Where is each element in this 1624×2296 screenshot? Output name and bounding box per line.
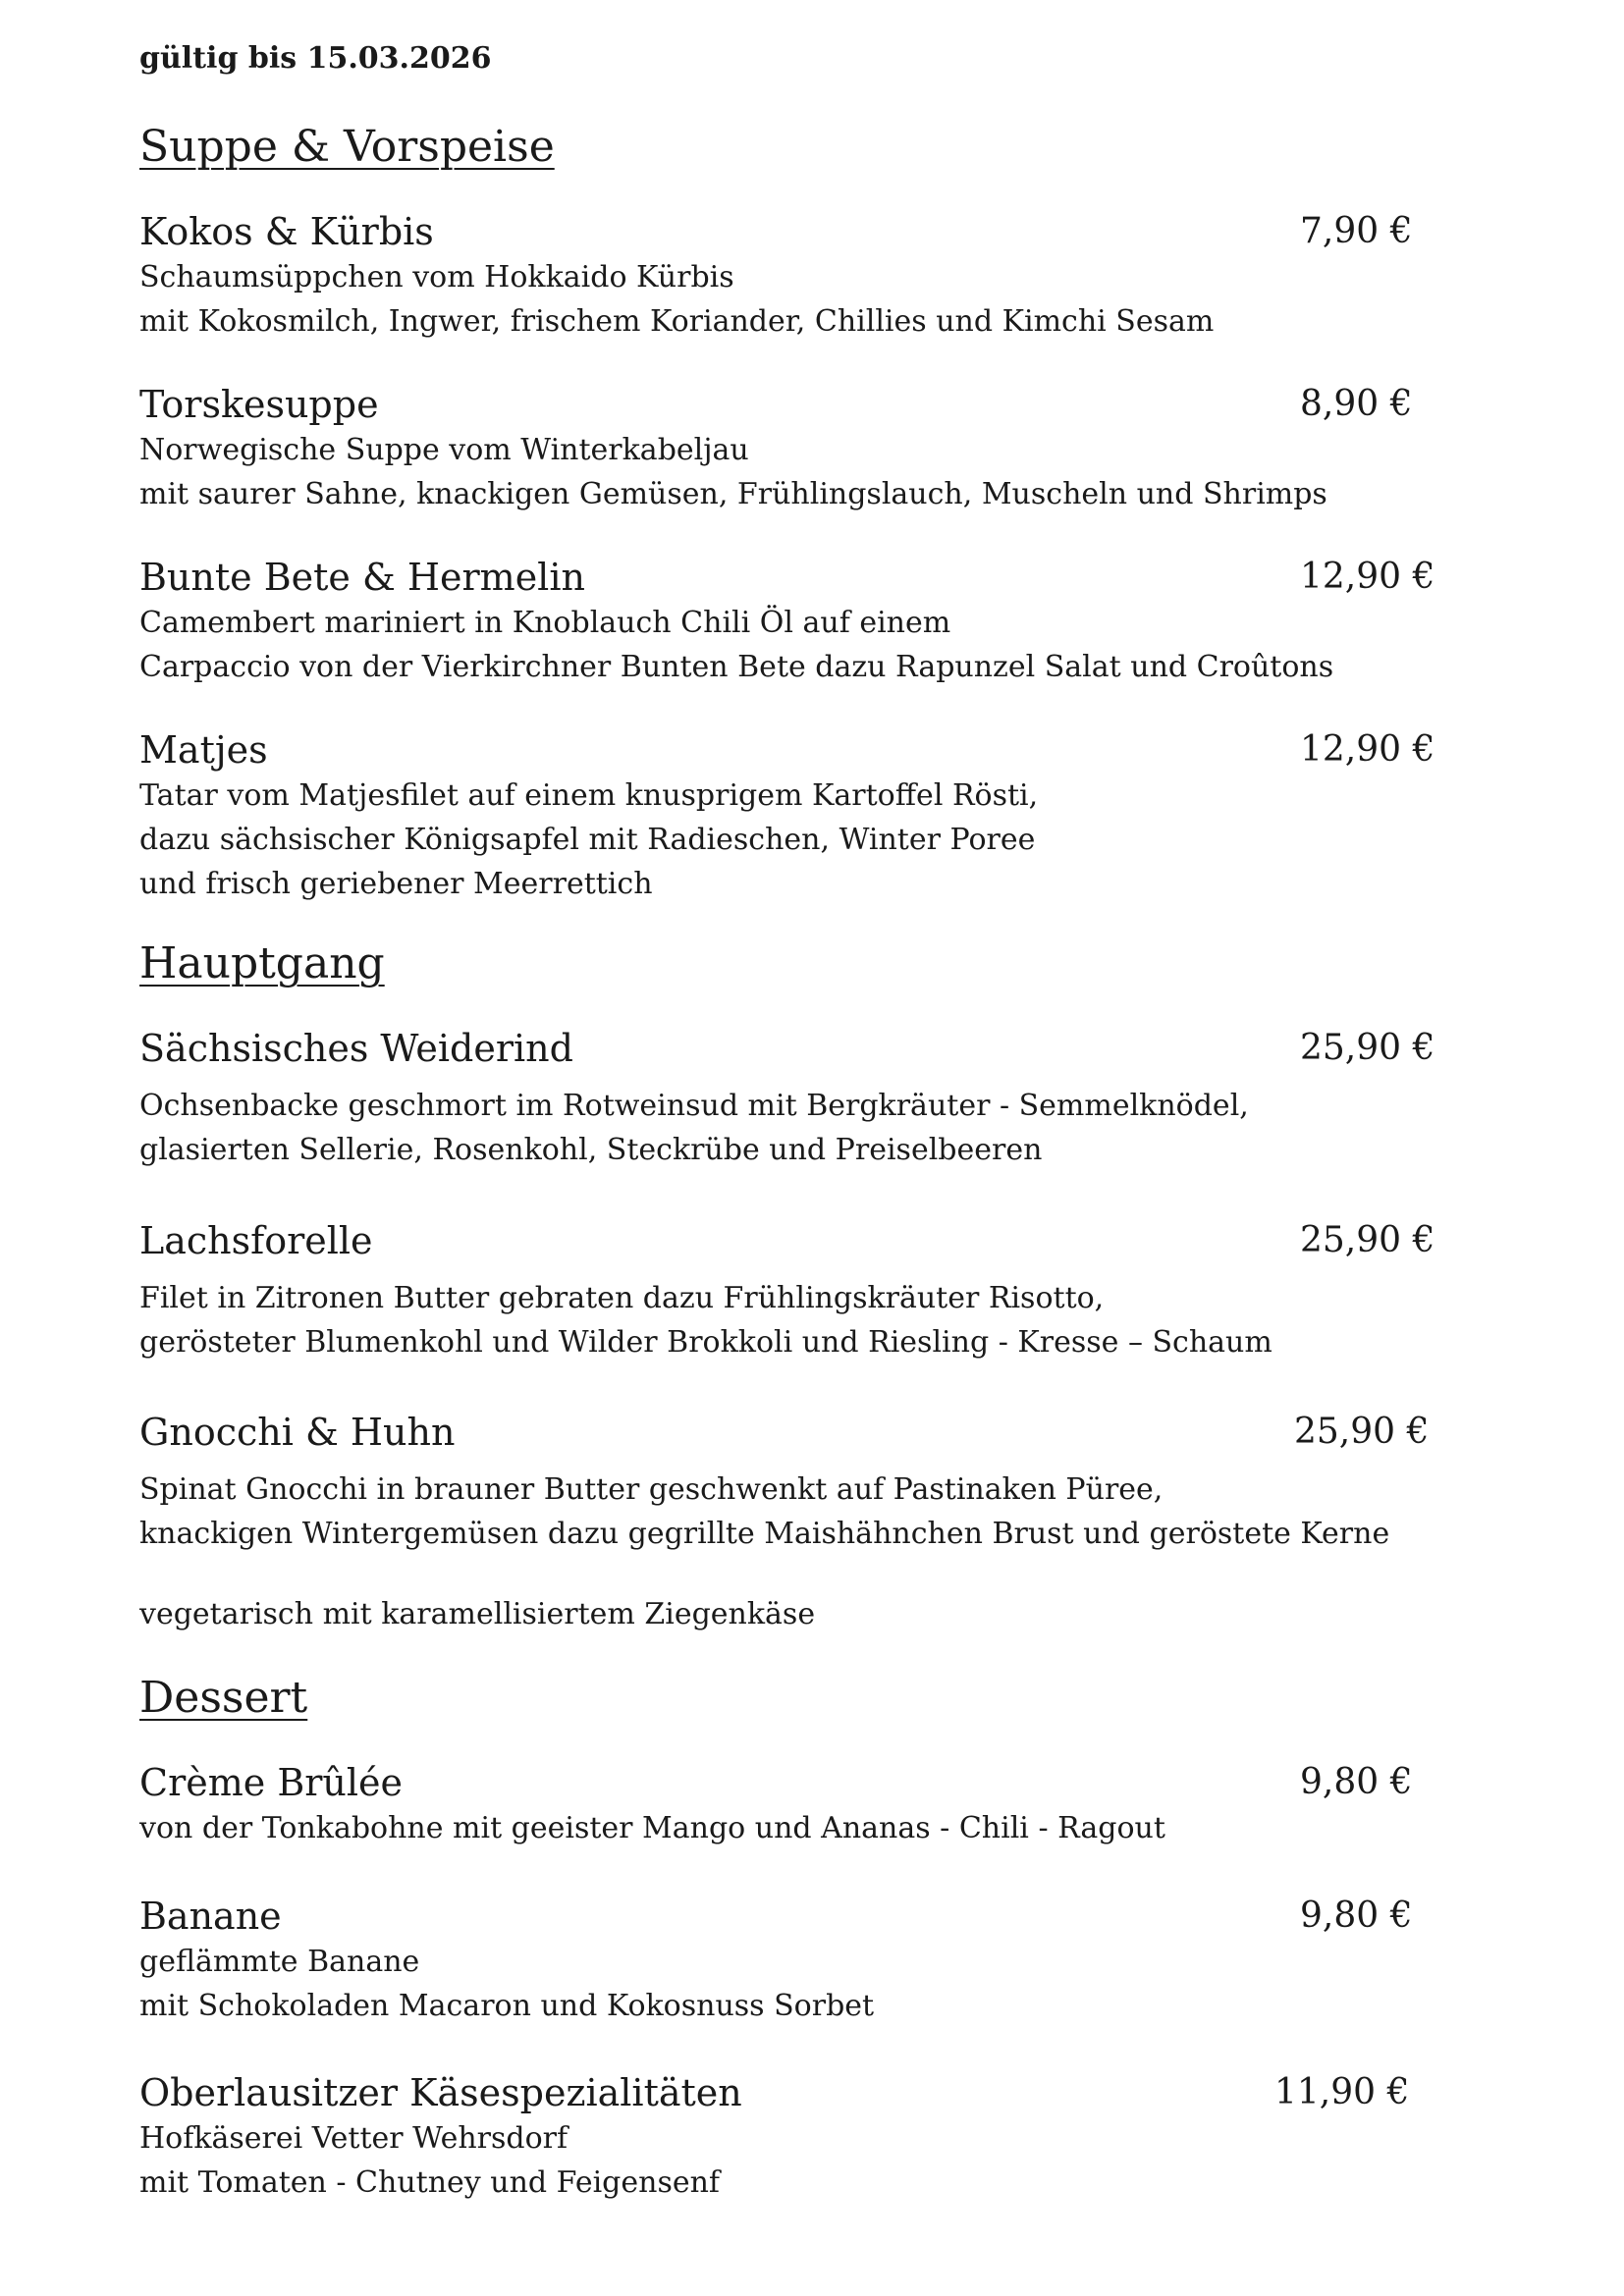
item-name: Oberlausitzer Käsespezialitäten xyxy=(139,2071,742,2114)
item-desc-line: und frisch geriebener Meerrettich xyxy=(139,867,653,901)
menu-item xyxy=(139,1025,1435,1172)
menu-item xyxy=(139,554,1435,689)
menu-item xyxy=(139,208,1416,344)
menu-item xyxy=(139,1893,1416,2028)
menu-item xyxy=(139,1409,1430,1556)
item-price: 9,80 € xyxy=(1300,1762,1413,1802)
validity-note: gültig bis 15.03.2026 xyxy=(139,41,492,76)
menu-item xyxy=(139,1217,1435,1364)
section-title-vorspeise: Suppe & Vorspeise xyxy=(139,122,555,172)
menu-item xyxy=(139,1759,1416,1850)
menu-item xyxy=(139,2069,1416,2205)
item-desc-line: Spinat Gnocchi in brauner Butter geschwenkt auf Pastinaken Püree, xyxy=(139,1472,1164,1507)
section-title-hauptgang: Hauptgang xyxy=(139,938,385,988)
item-price: 25,90 € xyxy=(1300,1028,1435,1068)
item-name: Lachsforelle xyxy=(139,1219,373,1262)
item-desc-line: Hofkäserei Vetter Wehrsdorf xyxy=(139,2121,568,2156)
item-desc-line: mit Tomaten - Chutney und Feigensenf xyxy=(139,2165,721,2200)
item-desc-line: knackigen Wintergemüsen dazu gegrillte Maishähnchen Brust und geröstete Kerne xyxy=(139,1517,1390,1551)
item-desc-line: Ochsenbacke geschmort im Rotweinsud mit Bergkräuter - Semmelknödel, xyxy=(139,1089,1249,1123)
item-name: Sächsisches Weiderind xyxy=(139,1027,573,1070)
item-name: Torskesuppe xyxy=(139,383,379,426)
item-price: 25,90 € xyxy=(1294,1412,1430,1452)
item-name: Bunte Bete & Hermelin xyxy=(139,556,585,599)
item-price: 25,90 € xyxy=(1300,1220,1435,1260)
item-name: Kokos & Kürbis xyxy=(139,210,434,253)
item-desc-line: Filet in Zitronen Butter gebraten dazu Frühlingskräuter Risotto, xyxy=(139,1281,1105,1315)
menu-item xyxy=(139,726,1435,906)
item-desc-line: Camembert mariniert in Knoblauch Chili Öl auf einem xyxy=(139,606,951,640)
item-desc-line: geflämmte Banane xyxy=(139,1945,420,1979)
item-price: 12,90 € xyxy=(1300,729,1435,770)
item-price: 9,80 € xyxy=(1300,1896,1413,1936)
menu-item xyxy=(139,381,1416,516)
item-desc-line: gerösteter Blumenkohl und Wilder Brokkoli und Riesling - Kresse – Schaum xyxy=(139,1325,1272,1360)
item-name: Banane xyxy=(139,1895,282,1938)
item-desc-line: mit Schokoladen Macaron und Kokosnuss Sorbet xyxy=(139,1989,875,2023)
item-price: 7,90 € xyxy=(1300,211,1413,251)
item-name: Gnocchi & Huhn xyxy=(139,1411,456,1454)
item-price: 11,90 € xyxy=(1274,2072,1410,2112)
item-desc-line: von der Tonkabohne mit geeister Mango und Ananas - Chili - Ragout xyxy=(139,1811,1165,1845)
item-desc-line: Norwegische Suppe vom Winterkabeljau xyxy=(139,433,749,467)
item-name: Crème Brûlée xyxy=(139,1761,404,1804)
item-desc-line: Carpaccio von der Vierkirchner Bunten Bete dazu Rapunzel Salat und Croûtons xyxy=(139,650,1334,684)
item-desc-line: mit saurer Sahne, knackigen Gemüsen, Frühlingslauch, Muscheln und Shrimps xyxy=(139,477,1327,511)
item-name: Matjes xyxy=(139,728,268,772)
item-desc-line: mit Kokosmilch, Ingwer, frischem Koriander, Chillies und Kimchi Sesam xyxy=(139,304,1215,339)
item-price: 8,90 € xyxy=(1300,384,1413,424)
item-desc-line: Tatar vom Matjesfilet auf einem knusprigem Kartoffel Rösti, xyxy=(139,778,1039,813)
item-price: 12,90 € xyxy=(1300,557,1435,597)
item-desc-line: dazu sächsischer Königsapfel mit Radieschen, Winter Poree xyxy=(139,823,1036,857)
item-desc-line: Schaumsüppchen vom Hokkaido Kürbis xyxy=(139,260,734,294)
item-desc-line: glasierten Sellerie, Rosenkohl, Steckrübe und Preiselbeeren xyxy=(139,1133,1043,1167)
vegetarian-note: vegetarisch mit karamellisiertem Ziegenkäse xyxy=(139,1597,816,1631)
section-title-dessert: Dessert xyxy=(139,1673,308,1723)
